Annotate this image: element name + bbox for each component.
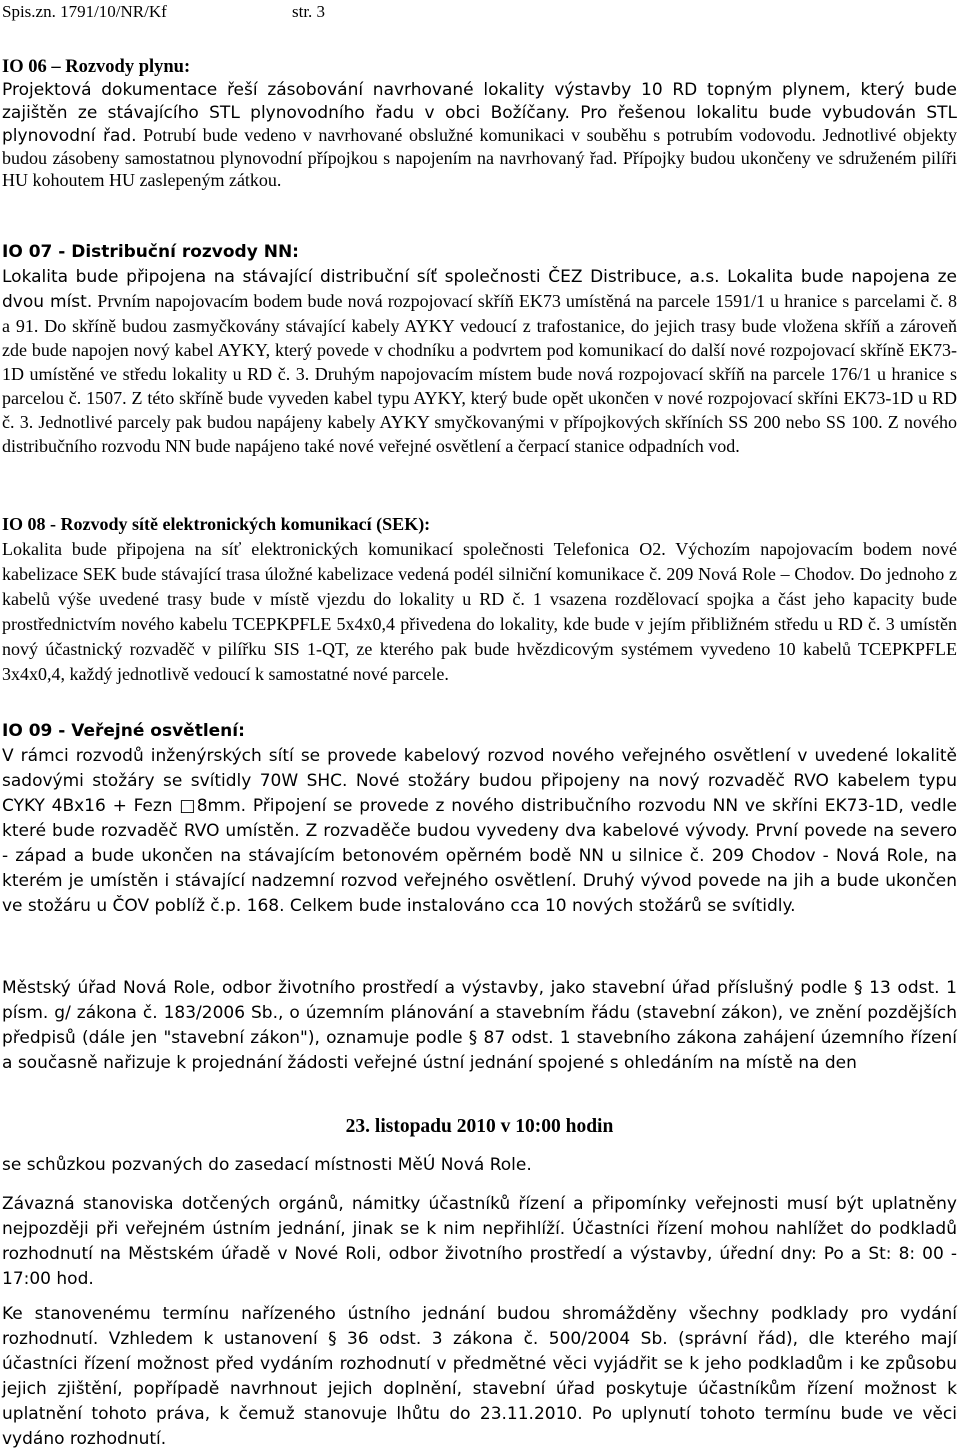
section-text-io07	[2, 264, 957, 458]
section-text-io07-a: Lokalita bude připojena na stávající distribuční síť společnosti ČEZ Distribuce, a.s. Lokalita bude napojena ze dvou míst.	[2, 267, 957, 312]
section-title-io08: IO 08 - Rozvody sítě elektronických komunikací (SEK):	[2, 514, 431, 534]
section-title-io07: IO 07 - Distribuční rozvody NN:	[2, 242, 299, 262]
section-title-io09: IO 09 - Veřejné osvětlení:	[2, 721, 245, 741]
section-text-io08: Lokalita bude připojena na síť elektronických komunikací společnosti Telefonica O2. Výchozím napojovacím bodem nové kabelizace SEK bude stávající trasa úložné kabelizace vedená podél silniční komunikace č. 209 Nová Role – Chodov. Do jednoho z kabelů výše uvedené trasy bude v místě vjezdu do lokality u RD č. 1 vsazena rozdělovací spojka a část jeho kapacity bude prostřednictvím nového kabelu TCEPKPFLE 5x4x0,4 přivedena do lokality, kde bude v jejím přibližném středu u RD č. 3 umístěn nový účastnický rozvaděč v pilířku SIS 1-QT, ze kterého pak bude hvězdicovým systémem vyvedeno 10 kabelů TCEPKPFLE 3x4x0,4, každý jednotlivě vedoucí k samostatné nové parcele.	[2, 539, 957, 684]
section-text-io07-b: Prvním napojovacím bodem bude nová rozpojovací skříň EK73 umístěná na parcele 1591/1 u hranice s parcelami č. 8 a 91. Do skříně budou zasmyčkovány stávající kabely AYKY vedoucí z trafostanice, do jejich trasy bude vložena skříň a zároveň zde bude napojen nový kabel AYKY, který povede v chodníku a podvrtem pod komunikací do další nové rozpojovací skříně EK73-1D umístěné ve středu lokality u RD č. 3. Druhým napojovacím místem bude nová rozpojovací skříň na parcele 176/1 u hranice s parcelou č. 1507. Z této skříně bude vyveden kabel typu AYKY, který bude opět ukončen v nové rozpojovací skříni EK73-1D u RD č. 3. Jednotlivé parcely pak budou napájeny kabely AYKY smyčkovanými v přípojkových skříních SS 200 nebo SS 100. Z nového distribučního rozvodu NN bude napájeno také nové veřejné osvětlení a čerpací stanice odpadních vod.	[2, 291, 958, 456]
objections-text: Závazná stanoviska dotčených orgánů, námitky účastníků řízení a připomínky veřejnosti musí být uplatněny nejpozději při veřejném ústním jednání, jinak se k nim nepřihlíží. Účastníci řízení mohou nahlížet do podkladů rozhodnutí na Městském úřadě v Nové Roli, odbor životního prostředí a výstavby, úřední dny: Po a St: 8: 00 - 17:00 hod.	[2, 1194, 957, 1289]
deadline-paragraph	[2, 1302, 957, 1452]
hearing-date: 23. listopadu 2010 v 10:00 hodin	[345, 1116, 614, 1137]
section-text-io06-b: Potrubí bude vedeno v navrhované obslužné komunikaci v souběhu s potrubím vodovodu. Jednotlivé objekty budou zásobeny samostatnou plynovodní přípojkou s napojením na navrhovaný řad. Přípojky budou ukončeny ve sdruženém pilíři HU kohoutem HU zaslepeným zátkou.	[2, 125, 957, 190]
section-text-io06	[2, 78, 957, 191]
section-text-io09: V rámci rozvodů inženýrských sítí se provede kabelový rozvod nového veřejného osvětlení v uvedené lokalitě sadovými stožáry se svítidly 70W SHC. Nové stožáry budou připojeny na nový rozvaděč RVO kabelem typu CYKY 4Bx16 + Fezn □8mm. Připojení se provede z nového distribučního rozvodu NN ve skříni EK73-1D, vedle které bude rozvaděč RVO umístěn. Z rozvaděče budou vyvedeny dva kabelové vývody. První povede na severo - západ a bude ukončen na stávajícím betonovém opěrném bodě NN u silnice č. 209 Chodov - Nová Role, na kterém je umístěn i stávající nadzemní rozvod veřejného osvětlení. Druhý vývod povede na jih a bude ukončen ve stožáru u ČOV poblíž č.p. 168. Celkem bude instalováno cca 10 nových stožárů se svítidly.	[2, 746, 957, 916]
file-reference: Spis.zn. 1791/10/NR/Kf	[2, 2, 167, 21]
section-title-io06: IO 06 – Rozvody plynu:	[2, 57, 191, 77]
page-number: str. 3	[292, 2, 326, 21]
section-text-io06-a: Projektová dokumentace řeší zásobování navrhované lokality výstavby 10 RD topným plynem, který bude zajištěn ze stávajícího STL plynovodního řadu v obci Božíčany. Pro řešenou lokalitu bude vybudován STL plynovodní řad.	[2, 80, 957, 146]
announcement-text: Městský úřad Nová Role, odbor životního prostředí a výstavby, jako stavební úřad příslušný podle § 13 odst. 1 písm. g/ zákona č. 183/2006 Sb., o územním plánování a stavebním řádu (stavební zákon), ve znění pozdějších předpisů (dále jen "stavební zákon"), oznamuje podle § 87 odst. 1 stavebního zákona zahájení územního řízení a současně nařizuje k projednání žádosti veřejné ústní jednání spojené s ohledáním na místě na den	[2, 978, 957, 1073]
section-io06	[2, 56, 957, 191]
section-io07	[2, 240, 957, 458]
announcement-paragraph	[2, 976, 957, 1076]
section-io08	[2, 512, 957, 687]
page-header	[2, 0, 958, 24]
meeting-place: se schůzkou pozvaných do zasedací místnosti MěÚ Nová Role.	[2, 1155, 532, 1175]
section-io09	[2, 719, 957, 919]
objections-paragraph	[2, 1192, 957, 1292]
deadline-text: Ke stanovenému termínu nařízeného ústního jednání budou shromážděny všechny podklady pro vydání rozhodnutí. Vzhledem k ustanovení § 36 odst. 3 zákona č. 500/2004 Sb. (správní řád), dle kterého mají účastníci řízení možnost před vydáním rozhodnutí v předmětné věci vyjádřit se k jeho podkladům i ke způsobu jejich zjištění, popřípadě navrhnout jejich doplnění, stavební úřad poskytuje účastníkům řízení možnost k uplatnění tohoto práva, k čemuž stanovuje lhůtu do 23.11.2010. Po uplynutí tohoto termínu bude ve věci vydáno rozhodnutí.	[2, 1304, 957, 1449]
